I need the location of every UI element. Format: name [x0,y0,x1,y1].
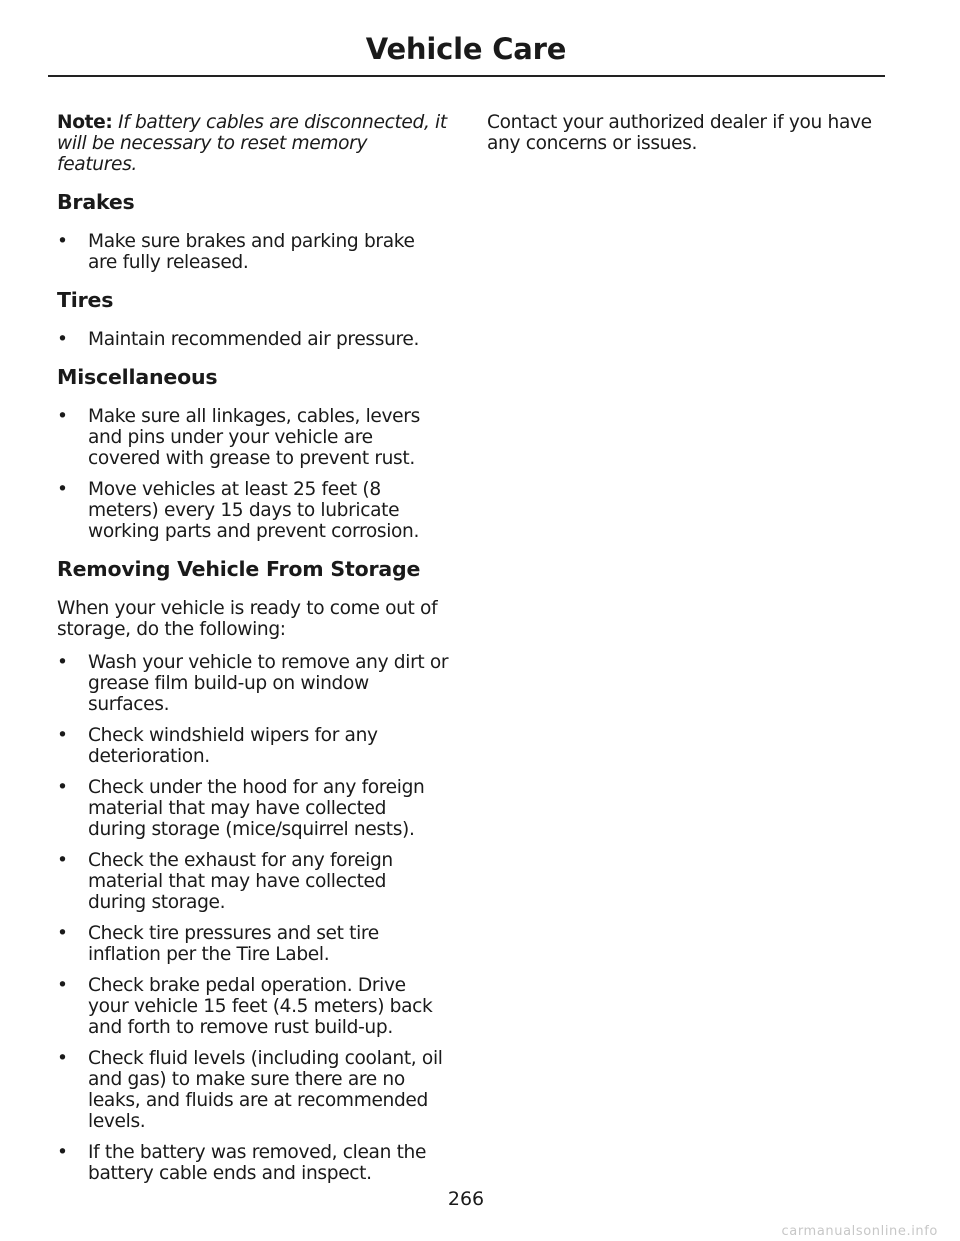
list-item [57,406,449,469]
removing-list [57,652,449,1184]
list-item [57,850,449,913]
list-item-text: Check fluid levels (including coolant, oil and gas) to make sure there are no leaks, and fluids are at recommended levels. [88,1048,443,1132]
bullet-icon: • [57,406,68,427]
left-column [57,112,449,1194]
bullet-icon: • [57,850,68,871]
section-heading-brakes: Brakes [57,190,135,214]
list-item [57,923,449,965]
bullet-icon: • [57,329,68,350]
bullet-icon: • [57,1142,68,1163]
section-heading-tires: Tires [57,288,114,312]
list-item [57,777,449,840]
list-item-text: Check brake pedal operation. Drive your vehicle 15 feet (4.5 meters) back and forth to remove rust build-up. [88,975,433,1038]
section-heading-removing-vehicle: Removing Vehicle From Storage [57,557,421,581]
removing-intro: When your vehicle is ready to come out of storage, do the following: [57,598,438,640]
note-paragraph [57,112,449,175]
brakes-list [57,231,449,273]
list-item-text: Check windshield wipers for any deterioration. [88,725,378,767]
miscellaneous-list [57,406,449,542]
list-item-text: Make sure brakes and parking brake are fully released. [88,231,415,273]
watermark: carmanualsonline.info [781,1224,938,1239]
list-item-text: Maintain recommended air pressure. [88,329,420,350]
bullet-icon: • [57,1048,68,1069]
list-item-text: Check tire pressures and set tire inflation per the Tire Label. [88,923,379,965]
note-label: Note: [57,112,113,133]
list-item [57,479,449,542]
list-item [57,1142,449,1184]
list-item [57,329,449,350]
bullet-icon: • [57,777,68,798]
section-heading-miscellaneous: Miscellaneous [57,365,218,389]
list-item-text: Check under the hood for any foreign material that may have collected during storage (mice/squirrel nests). [88,777,425,840]
list-item [57,725,449,767]
list-item-text: Make sure all linkages, cables, levers and pins under your vehicle are covered with grease to prevent rust. [88,406,420,469]
bullet-icon: • [57,725,68,746]
page-number: 266 [447,1188,485,1210]
list-item [57,652,449,715]
list-item [57,975,449,1038]
list-item-text: Move vehicles at least 25 feet (8 meters) every 15 days to lubricate working parts and prevent corrosion. [88,479,420,542]
bullet-icon: • [57,231,68,252]
contact-dealer-paragraph: Contact your authorized dealer if you have any concerns or issues. [487,112,872,154]
right-column [487,112,887,154]
tires-list [57,329,449,350]
note-text: If battery cables are disconnected, it will be necessary to reset memory features. [57,112,447,175]
bullet-icon: • [57,652,68,673]
header-divider [48,75,885,77]
list-item-text: If the battery was removed, clean the battery cable ends and inspect. [88,1142,427,1184]
list-item [57,231,449,273]
list-item [57,1048,449,1132]
list-item-text: Check the exhaust for any foreign material that may have collected during storage. [88,850,393,913]
list-item-text: Wash your vehicle to remove any dirt or grease film build-up on window surfaces. [88,652,449,715]
bullet-icon: • [57,479,68,500]
bullet-icon: • [57,923,68,944]
bullet-icon: • [57,975,68,996]
page-title: Vehicle Care [365,32,567,66]
